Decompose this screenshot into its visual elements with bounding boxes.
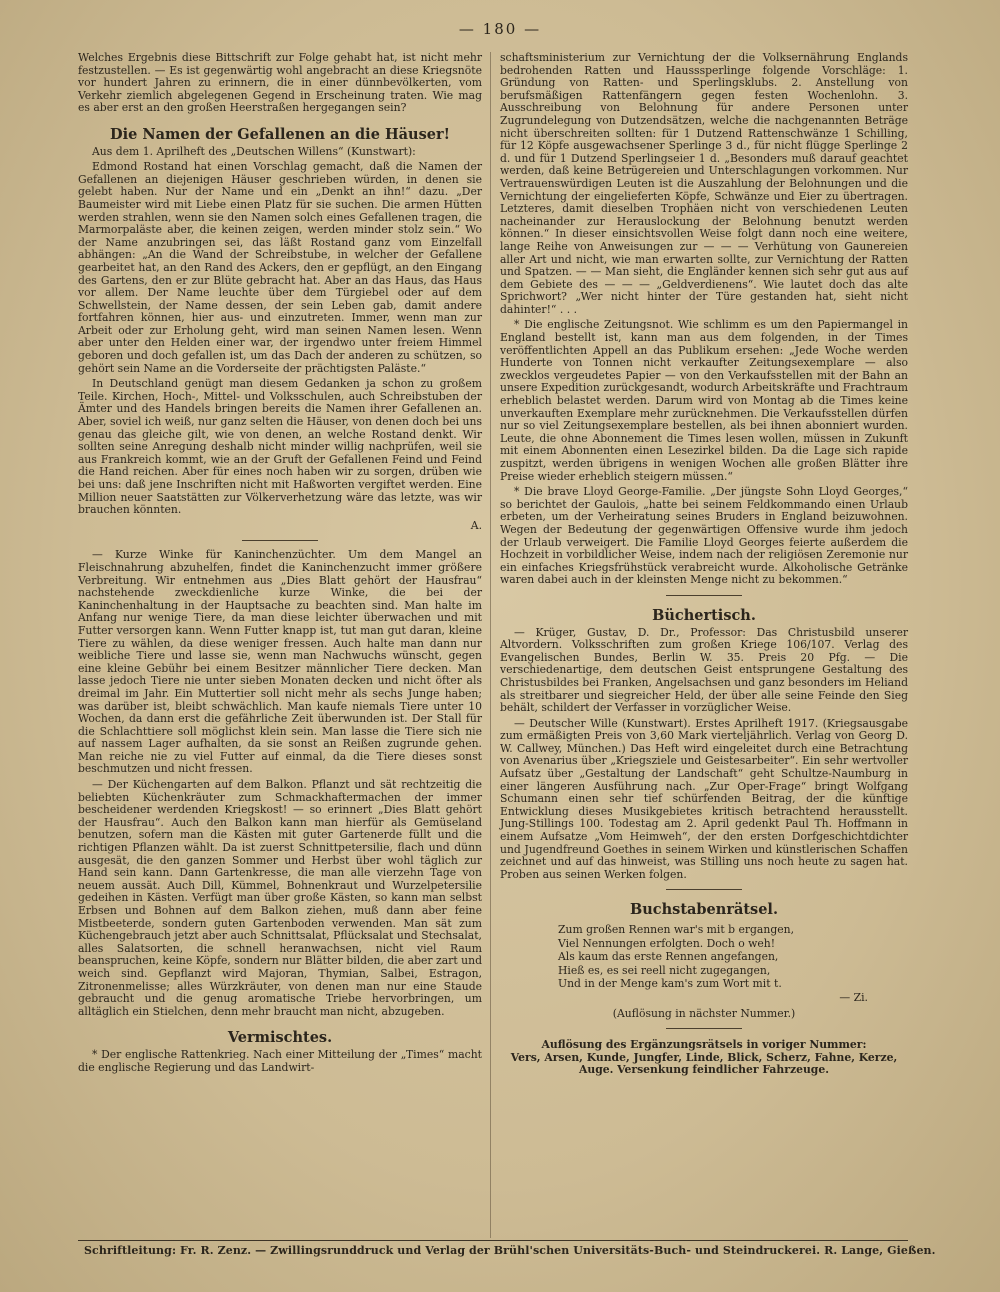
riddle-line: Als kaum das erste Rennen angefangen, xyxy=(558,950,779,964)
page-number: — 180 — xyxy=(458,20,542,38)
section-source-line: Aus dem 1. Aprilheft des „Deutschen Willens“ (Kunstwart): xyxy=(92,144,416,158)
separator-rule xyxy=(666,595,742,596)
article-rat-war: * Der englische Rattenkrieg. Nach einer Mitteilung der „Times“ macht die englische Regierung und das Landwirt- xyxy=(78,1047,482,1074)
riddle-poem xyxy=(558,923,908,1005)
book-review: — Krüger, Gustav, D. Dr., Professor: Das Christusbild unserer Altvordern. Volksschriften zum großen Kriege 106/107. Verlag des Evangelischen Bundes, Berlin W. 35. Preis 20 Pfg. — Die verschiedenartige, dem deutschen Geist entsprungene Gestaltung des Christusbildes bei Franken, Angelsachsen und ganz besonders im Heliand als streitbarer und siegreicher Held, der über alle seine Feinde den Sieg behält, schildert der Verfasser in vorzüglicher Weise. xyxy=(500,625,908,715)
section-heading-riddle: Buchstabenrätsel. xyxy=(629,901,778,919)
article-balcony-garden: — Der Küchengarten auf dem Balkon. Pflanzt und sät rechtzeitig die beliebten Küchenkräuter zum Schmackhaftermachen der immer bescheidener werdenden Kriegskost! — so erinnert „Dies Blatt gehört der Hausfrau“. Auch den Balkon kann man hierfür als Gemüseland benutzen, sofern man die Kästen mit guter Gartenerde füllt und die richtigen Pflanzen wählt. Da ist zuerst Schnittpetersilie, flach und dünn ausgesät, die den ganzen Sommer und Herbst über wohl täglich zur Hand sein kann. Dann Gartenkresse, die man alle vierzehn Tage von neuem aussät. Auch Dill, Kümmel, Bohnenkraut und Wurzelpetersilie gedeihen in Kästen. Verfügt man über große Kästen, so kann man selbst Erbsen und Bohnen auf dem Balkon ziehen, muß dann aber feine Mistbeeterde, sondern guten Gartenboden verwenden. Man sät zum Küchengebrauch jetzt aber auch Schnittsalat, Pflücksalat und Stechsalat, alles Salatsorten, die schnell heranwachsen, nicht viel Raum beanspruchen, keine Köpfe, sondern nur Blätter bilden, die aber zart und weich sind. Gepflanzt wird Majoran, Thymian, Salbei, Estragon, Zitronenmelisse; alles Würzkräuter, von denen man nur eine Staude gebraucht und die genug aromatische Triebe hervorbringen, um alltäglich ein Stielchen, denn mehr braucht man nicht, abzugeben. xyxy=(78,778,482,1018)
riddle-line: Und in der Menge kam's zum Wort mit t. xyxy=(558,977,782,991)
column-divider xyxy=(490,52,491,1238)
riddle-line: Viel Nennungen erfolgten. Doch o weh! xyxy=(558,936,776,950)
intro-paragraph: Welches Ergebnis diese Bittschrift zur Folge gehabt hat, ist nicht mehr festzustellen. — Es ist gegenwärtig wohl angebracht an diese Kriegsnöte vor hundert Jahren zu erinnern, die in einer dünnbevölkerten, vom Verkehr ziemlich abgelegenen Gegend in Erscheinung traten. Wie mag es aber erst an den großen Heerstraßen hergegangen sein? xyxy=(78,51,482,115)
riddle-line: Hieß es, es sei reell nicht zugegangen, xyxy=(558,963,771,977)
separator-rule xyxy=(666,889,742,890)
article-rabbit-tips: — Kurze Winke für Kaninchenzüchter. Um dem Mangel an Fleischnahrung abzuhelfen, findet die Kaninchenzucht immer größere Verbreitung. Wir entnehmen aus „Dies Blatt gehört der Hausfrau“ nachstehende zweckdienliche kurze Winke, die bei der Kaninchenhaltung in der Hauptsache zu beachten sind. Man halte im Anfang nur wenige Tiere, da man diese leichter überwachen und mit Futter versorgen kann. Wenn Futter knapp ist, tut man gut daran, kleine Tiere zu wählen, da diese weniger fressen. Auch halte man dann nur weibliche Tiere und lasse sie, wenn man Nachwuchs wünscht, gegen eine kleine Gebühr bei einem Besitzer männlicher Tiere decken. Man lasse jedoch Tiere nie unter sieben Monaten decken und nicht öfter als dreimal im Jahr. Ein Muttertier soll nicht mehr als sechs Junge haben; was darüber ist, bleibt schwächlich. Man kaufe niemals Tiere unter 10 Wochen, da dann erst die gefährliche Zeit überwunden ist. Der Stall für die Schlachttiere soll möglichst klein sein. Man lasse die Tiere sich nie auf nassem Lager aufhalten, da sie sonst an Reißen zugrunde gehen. Man reiche nie zu viel Futter auf einmal, da die Tiere dieses sonst beschmutzen und nicht fressen. xyxy=(78,548,482,776)
separator-rule xyxy=(242,540,318,541)
right-column xyxy=(500,52,908,1077)
riddle-note: (Auflösung in nächster Nummer.) xyxy=(612,1006,796,1020)
section-heading-miscellaneous: Vermischtes. xyxy=(227,1029,333,1047)
solution-text: Vers, Arsen, Kunde, Jungfer, Linde, Blick, Scherz, Fahne, Kerze, Auge. Versenkung feindlicher Fahrzeuge. xyxy=(510,1050,898,1077)
section-heading-books: Büchertisch. xyxy=(652,606,756,624)
article-rat-war-continued: schaftsministerium zur Vernichtung der die Volksernährung Englands bedrohenden Ratten und Hausssperlinge folgende Vorschläge: 1. Gründung von Ratten- und Sperlingsklubs. 2. Anstellung von berufsmäßigen Rattenfängern gegen festen Wochenlohn. 3. Ausschreibung von Belohnung für andere Personen unter Zugrundelegung von Dutzendsätzen, welche die nachgenannten Beträge nicht überschreiten sollten: für 1 Dutzend Rattenschwänze 1 Schilling, für 12 Köpfe ausgewachsener Sperlinge 3 d., für nicht flügge Sperlinge 2 d. und für 1 Dutzend Sperlingseier 1 d. „Besonders muß darauf geachtet werden, daß keine Betrügereien und Unterschlagungen vorkommen. Nur Vertrauenswürdigen Leuten ist die Auszahlung der Belohnungen und die Vernichtung der eingelieferten Köpfe, Schwänze und Eier zu übertragen. Letzteres, damit dieselben Trophäen nicht von verschiedenen Leuten nacheinander zur Herauslockung der Belohnung benutzt werden können.“ In dieser einsichtsvollen Weise folgt dann noch eine weitere, lange Reihe von Anweisungen zur — — — Verhütung von Gaunereien aller Art und nicht, wie man erwarten sollte, zur Vernichtung der Ratten und Spatzen. — — Man sieht, die Engländer kennen sich sehr gut aus auf dem Gebiete des — — — „Geldverdienens“. Wie lautet doch das alte Sprichwort? „Wer nicht hinter der Türe gestanden hat, sieht nicht dahinter!“ . . . xyxy=(500,51,908,316)
article-lloyd-george-family: * Die brave Lloyd George-Familie. „Der jüngste Sohn Lloyd Georges,“ so berichtet der Gaulois, „hatte bei seinem Feldkommando einen Urlaub erbeten, um der Verheiratung seines Bruders in England beizuwohnen. Wegen der Bedeutung der gegenwärtigen Offensive wurde ihm jedoch der Urlaub verweigert. Die Familie Lloyd Georges feierte außerdem die Hochzeit in vorbildlicher Weise, indem nach der religiösen Zeremonie nur ein einfaches Kriegsfrühstück verabreicht wurde. Alkoholische Getränke waren dabei auch in der kleinsten Menge nicht zu bekommen.“ xyxy=(500,485,908,587)
book-review: — Deutscher Wille (Kunstwart). Erstes Aprilheft 1917. (Kriegsausgabe zum ermäßigten Preis von 3,60 Mark vierteljährlich. Verlag von Georg D. W. Callwey, München.) Das Heft wird eingeleitet durch eine Betrachtung von Avenarius über „Kriegsziele und Geistesarbeiter“. Ein sehr wertvoller Aufsatz über „Gestaltung der Landschaft“ geht Schultze-Naumburg in einer längeren Ausführung nach. „Zur Oper-Frage“ bringt Wolfgang Schumann einen sehr tief schürfenden Beitrag, der die künftige Entwicklung dieses Musikgebietes kritisch betrachtend herausstellt. Jung-Stillings 100. Todestag am 2. April gedenkt Paul Th. Hoffmann in einem Aufsatze „Vom Heimweh“, der den ersten Dorfgeschichtdichter und Jugendfreund Goethes in seinem Wirken und künstlerischen Schaffen zeichnet und auf das hinweist, was Stilling uns noch heute zu sagen hat. Proben aus seinen Werken folgen. xyxy=(500,716,908,881)
solution-title: Auflösung des Ergänzungsrätsels in voriger Nummer: xyxy=(541,1038,867,1052)
separator-rule xyxy=(666,1028,742,1029)
riddle-line: Zum großen Rennen war's mit b ergangen, xyxy=(558,923,795,936)
article-paragraph: In Deutschland genügt man diesem Gedanken ja schon zu großem Teile. Kirchen, Hoch-, Mittel- und Volksschulen, auch Schreibstuben der Ämter und des Handels bringen bereits die Namen ihrer Gefallenen an. Aber, soviel ich weiß, nur ganz selten die Häuser, von denen doch bei uns genau das gleiche gilt, wie von denen, an welche Rostand denkt. Wir sollten seine Anregung deshalb nicht minder willig nachprüfen, weil sie aus Frankreich kommt, wie an der Gruft der Gefallenen Feind und Feind die Hand reichen. Aber für eines noch haben wir zu sorgen, drüben wie bei uns: daß jene Inschriften nicht mit Haßworten vergiftet werden. Eine Million neuer Saatstätten zur Völkerverhetzung wäre das letzte, was wir brauchen könnten. xyxy=(78,377,482,517)
article-paragraph: Edmond Rostand hat einen Vorschlag gemacht, daß die Namen der Gefallenen an diejenigen Häuser geschrieben würden, in denen sie gelebt haben. Nur der Name und ein „Denkt an ihn!“ dazu. „Der Baumeister wird mit Liebe einen Platz für sie suchen. Die armen Hütten werden strahlen, wenn sie den Namen solch eines Gefallenen tragen, die Marmorpaläste aber, die keinen zeigen, werden minder stolz sein.“ Wo der Name anzubringen sei, das läßt Rostand ganz vom Einzelfall abhängen: „An die Wand der Schreibstube, in welcher der Gefallene gearbeitet hat, an den Rand des Ackers, den er gepflügt, an den Eingang des Gartens, den er zur Blüte gebracht hat. Aber an das Haus, das Haus vor allem. Der Name leuchte über dem Türgiebel oder auf dem Schwellstein, der Name dessen, der sein Leben gab, damit andere fortfahren können, hier aus- und einzutreten. Immer, wenn man zur Arbeit oder zur Erholung geht, wird man seinen Namen lesen. Wenn aber unter den Helden einer war, der irgendwo unter freiem Himmel geboren und doch gefallen ist, um das Dach der anderen zu schützen, so gehört sein Name an die Vorderseite der prächtigsten Paläste.“ xyxy=(78,160,482,375)
riddle-signature: — Zi. xyxy=(839,990,868,1004)
article-newspaper-shortage: * Die englische Zeitungsnot. Wie schlimm es um den Papiermangel in England bestellt ist, kann man aus dem folgenden, in der Times veröffentlichten Appell an das Publikum ersehen: „Jede Woche werden Hunderte von Tonnen nicht verkaufter Zeitungsexemplare — also zwecklos vergeudetes Papier — von den Verkaufsstellen mit der Bahn an unsere Expedition zurückgesandt, wodurch Arbeitskräfte und Frachtraum erheblich belastet werden. Darum wird von Montag ab die Times keine unverkauften Exemplare mehr zurücknehmen. Die Verkaufsstellen dürfen nur so viel Zeitungsexemplare bestellen, als bei ihnen abonniert wurden. Leute, die ohne Abonnement die Times lesen wollen, müssen in Zukunft mit einem Abonnenten einen Lesezirkel bilden. Da die Lage sich rapide zuspitzt, werden übrigens in wenigen Wochen alle großen Blätter ihre Preise wieder erheblich steigern müssen.“ xyxy=(500,318,908,483)
footer-rule xyxy=(78,1240,908,1241)
article-signature: A. xyxy=(470,518,482,532)
left-column xyxy=(78,52,482,1077)
imprint-footer: Schriftleitung: Fr. R. Zenz. — Zwillingsrunddruck und Verlag der Brühl'schen Universitäts-Buch- und Steindruckerei. R. Lange, Gießen. xyxy=(84,1244,936,1257)
section-heading-names-of-fallen: Die Namen der Gefallenen an die Häuser! xyxy=(110,125,450,143)
